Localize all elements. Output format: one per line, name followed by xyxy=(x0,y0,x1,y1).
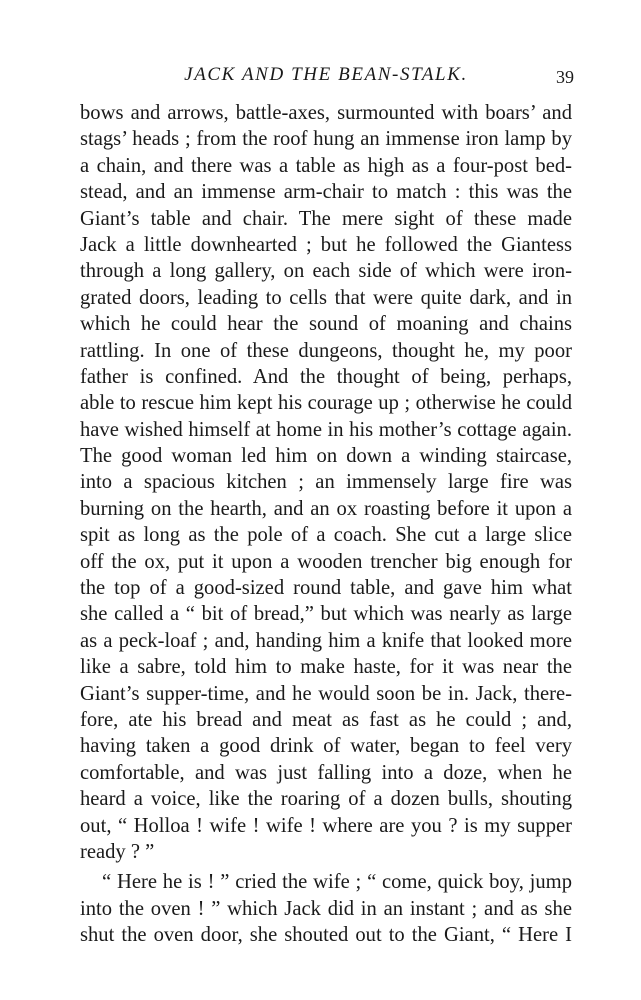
text-line: into the oven ! ” which Jack did in an instant ; and as she xyxy=(80,897,572,920)
text-line: heard a voice, like the roaring of a dozen bulls, shouting xyxy=(80,788,572,811)
text-line: stags’ heads ; from the roof hung an immense iron lamp by xyxy=(80,128,572,151)
text-line: comfortable, and was just falling into a doze, when he xyxy=(80,761,572,784)
text-line: ready ? ” xyxy=(80,840,155,863)
running-title: JACK AND THE BEAN-STALK. xyxy=(184,64,468,85)
text-line: out, “ Holloa ! wife ! wife ! where are you ? is my supper xyxy=(80,814,572,837)
text-line: spit as long as the pole of a coach. She cut a large slice xyxy=(80,524,572,547)
text-line: “ Here he is ! ” cried the wife ; “ come, quick boy, jump xyxy=(102,871,572,894)
text-line: as a peck-loaf ; and, handing him a knife that looked more xyxy=(80,629,572,652)
text-line: grated doors, leading to cells that were quite dark, and in xyxy=(80,286,572,309)
text-line: able to rescue him kept his courage up ; otherwise he could xyxy=(80,392,572,415)
running-head xyxy=(80,64,572,92)
text-line: rattling. In one of these dungeons, thought he, my poor xyxy=(80,339,572,362)
text-line: like a sabre, told him to make haste, for it was near the xyxy=(80,656,572,679)
text-line: a chain, and there was a table as high as a four-post bed- xyxy=(80,154,572,177)
text-line: through a long gallery, on each side of which were iron- xyxy=(80,260,572,283)
text-line: The good woman led him on down a winding staircase, xyxy=(80,445,572,468)
text-line: having taken a good drink of water, began to feel very xyxy=(80,735,572,758)
page-number: 39 xyxy=(556,67,574,87)
text-line: Giant’s table and chair. The mere sight of these made xyxy=(80,207,572,230)
text-line: burning on the hearth, and an ox roasting before it upon a xyxy=(80,497,572,520)
text-line: father is confined. And the thought of being, perhaps, xyxy=(80,365,572,388)
text-line: Giant’s supper-time, and he would soon be in. Jack, there- xyxy=(80,682,572,705)
text-line: have wished himself at home in his mother’s cottage again. xyxy=(80,418,572,441)
text-line: she called a “ bit of bread,” but which was nearly as large xyxy=(80,603,572,626)
text-line: which he could hear the sound of moaning and chains xyxy=(80,313,572,336)
text-line: fore, ate his bread and meat as fast as he could ; and, xyxy=(80,708,572,731)
text-line: shut the oven door, she shouted out to the Giant, “ Here I xyxy=(80,924,572,947)
text-line: off the ox, put it upon a wooden trencher big enough for xyxy=(80,550,572,573)
text-line: the top of a good-sized round table, and gave him what xyxy=(80,577,572,600)
text-line: stead, and an immense arm-chair to match : this was the xyxy=(80,181,572,204)
text-line: into a spacious kitchen ; an immensely large fire was xyxy=(80,471,572,494)
text-line: bows and arrows, battle-axes, surmounted with boars’ and xyxy=(80,102,572,124)
body-text xyxy=(80,100,572,949)
text-line: Jack a little downhearted ; but he followed the Giantess xyxy=(80,233,572,256)
